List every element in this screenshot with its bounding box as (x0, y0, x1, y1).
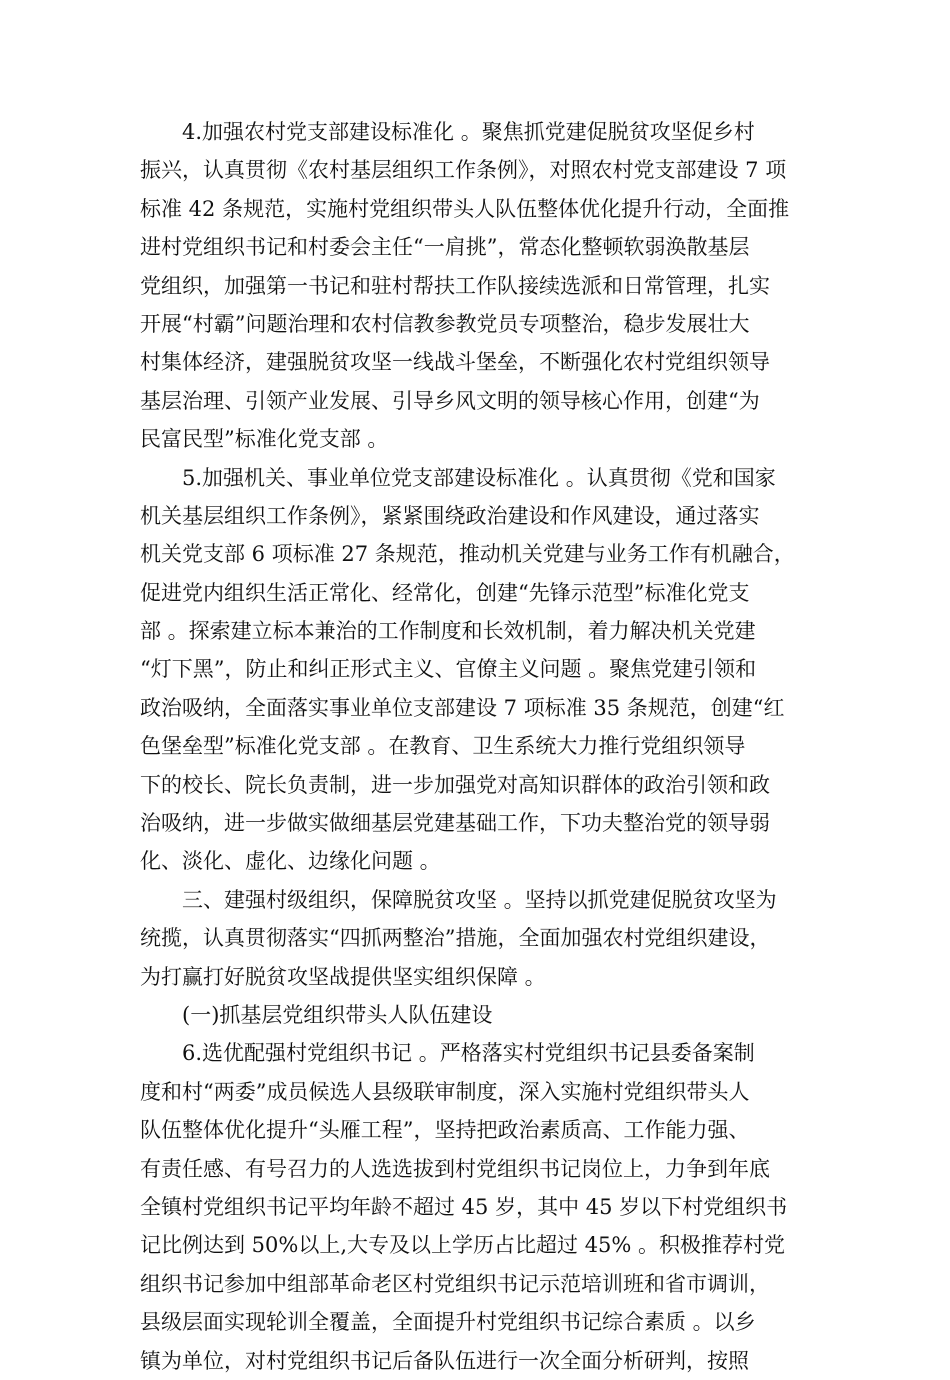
paragraph-first-line: 三、建强村级组织，保障脱贫攻坚 。坚持以抓党建促脱贫攻坚为 (182, 887, 777, 912)
text-line: 记比例达到 50%以上,大专及以上学历占比超过 45% 。积极推荐村党 (140, 1233, 786, 1258)
paragraph-first-line: 6.选优配强村党组织书记 。严格落实村党组织书记县委备案制 (182, 1041, 755, 1066)
text-line: 全镇村党组织书记平均年龄不超过 45 岁，其中 45 岁以下村党组织书 (140, 1194, 788, 1219)
text-line: 标准 42 条规范，实施村党组织带头人队伍整体优化提升行动，全面推 (140, 196, 790, 221)
paragraph-first-line: 4.加强农村党支部建设标准化 。聚焦抓党建促脱贫攻坚促乡村 (182, 120, 755, 144)
text-line: 村集体经济，建强脱贫攻坚一线战斗堡垒，不断强化农村党组织领导 (140, 350, 770, 375)
text-line: 统揽，认真贯彻落实“四抓两整治”措施，全面加强农村党组织建设， (140, 926, 771, 951)
paragraph-first-line: (一)抓基层党组织带头人队伍建设 (182, 1002, 493, 1027)
text-line: 政治吸纳，全面落实事业单位支部建设 7 项标准 35 条规范，创建“红 (140, 695, 785, 720)
text-line: 有责任感、有号召力的人选选拔到村党组织书记岗位上，力争到年底 (140, 1156, 770, 1181)
text-line: 振兴，认真贯彻《农村基层组织工作条例》，对照农村党支部建设 7 项 (140, 158, 787, 183)
text-line: 度和村“两委”成员候选人县级联审制度，深入实施村党组织带头人 (140, 1079, 750, 1104)
text-line: 镇为单位，对村党组织书记后备队伍进行一次全面分析研判，按照 (140, 1348, 749, 1373)
text-line: 色堡垒型”标准化党支部 。在教育、卫生系统大力推行党组织领导 (140, 734, 746, 759)
text-line: 下的校长、院长负责制，进一步加强党对高知识群体的政治引领和政 (140, 772, 770, 797)
text-line: 治吸纳，进一步做实做细基层党建基础工作，下功夫整治党的领导弱 (140, 811, 770, 836)
text-line: 开展“村霸”问题治理和农村信教参教党员专项整治，稳步发展壮大 (140, 311, 750, 336)
text-line: 化、淡化、虚化、边缘化问题 。 (140, 849, 441, 874)
text-line: 部 。探索建立标本兼治的工作制度和长效机制，着力解决机关党建 (140, 619, 756, 644)
text-line: 组织书记参加中组部革命老区村党组织书记示范培训班和省市调训， (140, 1271, 770, 1296)
text-line: 基层治理、引领产业发展、引导乡风文明的领导核心作用，创建“为 (140, 388, 760, 413)
text-line: 机关党支部 6 项标准 27 条规范，推动机关党建与业务工作有机融合， (140, 542, 795, 567)
text-line: 为打赢打好脱贫攻坚战提供坚实组织保障 。 (140, 964, 546, 989)
document-body-text (140, 113, 820, 1380)
text-line: 促进党内组织生活正常化、经常化，创建“先锋示范型”标准化党支 (140, 580, 750, 605)
text-line: 队伍整体优化提升“头雁工程”，坚持把政治素质高、工作能力强、 (140, 1118, 750, 1143)
text-line: 进村党组织书记和村委会主任“一肩挑”，常态化整顿软弱涣散基层 (140, 235, 750, 260)
text-line: 党组织，加强第一书记和驻村帮扶工作队接续选派和日常管理，扎实 (140, 273, 770, 298)
text-line: 机关基层组织工作条例》，紧紧围绕政治建设和作风建设，通过落实 (140, 503, 760, 528)
paragraph-first-line: 5.加强机关、事业单位党支部建设标准化 。认真贯彻《党和国家 (182, 465, 776, 490)
text-line: “灯下黑”，防止和纠正形式主义、官僚主义问题 。聚焦党建引领和 (140, 657, 757, 682)
text-line: 县级层面实现轮训全覆盖，全面提升村党组织书记综合素质 。以乡 (140, 1310, 756, 1335)
text-line: 民富民型”标准化党支部 。 (140, 427, 389, 452)
